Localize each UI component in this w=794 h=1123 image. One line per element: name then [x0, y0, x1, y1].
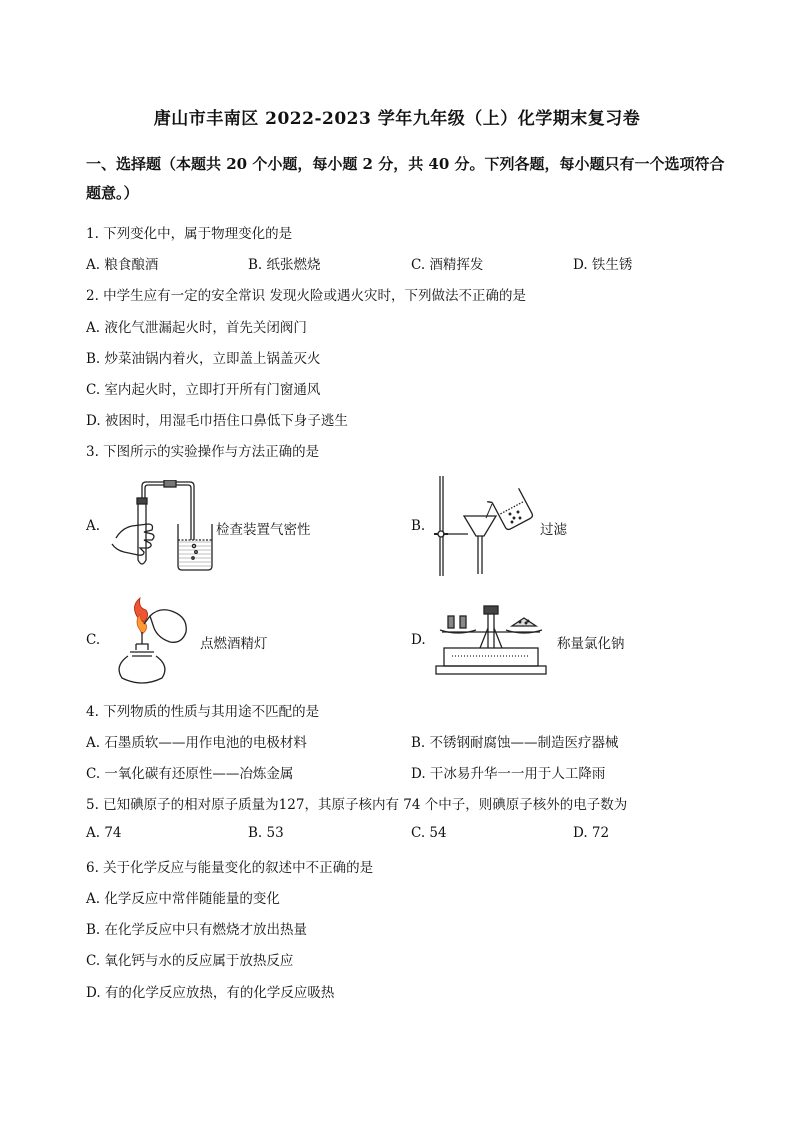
q1-option-d: D. 铁生锈: [573, 257, 633, 273]
q3-option-c-letter: C.: [86, 632, 101, 648]
question-5-stem: 5. 已知碘原子的相对原子质量为127，其原子核内有 74 个中子，则碘原子核外的电子数为: [86, 797, 628, 813]
q3-option-d-letter: D.: [411, 632, 426, 648]
q3-option-c-caption: 点燃酒精灯: [200, 636, 268, 652]
q3-option-a-letter: A.: [86, 518, 101, 534]
q6-option-c: C. 氧化钙与水的反应属于放热反应: [86, 953, 294, 969]
q2-option-a: A. 液化气泄漏起火时，首先关闭阀门: [86, 320, 307, 336]
question-6-stem: 6. 关于化学反应与能量变化的叙述中不正确的是: [86, 860, 374, 876]
q4-option-b: B. 不锈钢耐腐蚀——制造医疗器械: [411, 735, 619, 751]
q2-option-c: C. 室内起火时，立即打开所有门窗通风: [86, 382, 321, 398]
q3-option-a-caption: 检查装置气密性: [216, 522, 311, 538]
question-1-stem: 1. 下列变化中，属于物理变化的是: [86, 226, 293, 242]
q2-option-d: D. 被困时，用湿毛巾捂住口鼻低下身子逃生: [86, 413, 348, 429]
question-2-stem: 2. 中学生应有一定的安全常识 发现火险或遇火灾时，下列做法不正确的是: [86, 288, 526, 304]
page-title: 唐山市丰南区 2022-2023 学年九年级（上）化学期末复习卷: [153, 109, 641, 129]
q5-option-a: A. 74: [86, 825, 122, 841]
q4-option-c: C. 一氧化碳有还原性——冶炼金属: [86, 766, 294, 782]
q5-option-d: D. 72: [573, 825, 610, 841]
q4-option-d: D. 干冰易升华一一用于人工降雨: [411, 766, 606, 782]
airtightness-check-figure: [108, 480, 214, 572]
q6-option-a: A. 化学反应中常伴随能量的变化: [86, 891, 280, 907]
q6-option-d: D. 有的化学反应放热，有的化学反应吸热: [86, 985, 335, 1001]
filtration-figure: [428, 474, 534, 578]
question-3-stem: 3. 下图所示的实验操作与方法正确的是: [86, 444, 320, 460]
q2-option-b: B. 炒菜油锅内着火，立即盖上锅盖灭火: [86, 351, 321, 367]
q6-option-b: B. 在化学反应中只有燃烧才放出热量: [86, 922, 308, 938]
alcohol-lamp-figure: [108, 596, 194, 688]
q4-option-a: A. 石墨质软——用作电池的电极材料: [86, 735, 307, 751]
section-heading: 一、选择题（本题共 20 个小题，每小题 2 分，共 40 分。下列各题，每小题只有一个选项符合题意。）: [86, 155, 725, 202]
q1-option-a: A. 粮食酿酒: [86, 257, 159, 273]
q3-option-b-caption: 过滤: [540, 522, 567, 538]
q5-option-b: B. 53: [248, 825, 284, 841]
q1-option-c: C. 酒精挥发: [411, 257, 484, 273]
q3-option-b-letter: B.: [411, 518, 426, 534]
q1-option-b: B. 纸张燃烧: [248, 257, 321, 273]
question-4-stem: 4. 下列物质的性质与其用途不匹配的是: [86, 704, 320, 720]
q5-option-c: C. 54: [411, 825, 447, 841]
balance-figure: [432, 602, 550, 678]
q3-option-d-caption: 称量氯化钠: [557, 636, 625, 652]
